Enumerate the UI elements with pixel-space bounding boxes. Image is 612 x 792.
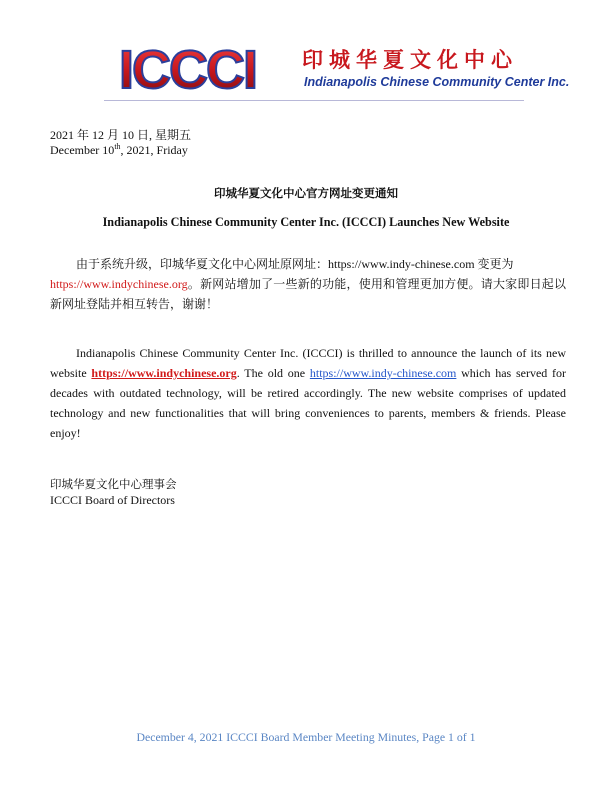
page-footer: December 4, 2021 ICCCI Board Member Meeting Minutes, Page 1 of 1	[136, 730, 476, 744]
paragraph-english-text-1: Indianapolis Chinese Community Center Inc. (ICCCI) is thrilled to announce the launch of its new website	[50, 346, 566, 380]
letter-date	[50, 128, 191, 158]
old-website-link[interactable]: https://www.indy-chinese.com	[309, 366, 457, 380]
date-chinese: 2021 年 12 月 10 日, 星期五	[50, 128, 192, 142]
header-divider	[104, 100, 524, 101]
signature-chinese: 印城华夏文化中心理事会	[50, 477, 177, 491]
new-website-link-zh[interactable]: https://www.indychinese.org	[50, 277, 188, 291]
logo-english-name: Indianapolis Chinese Community Center Inc.	[304, 75, 570, 89]
new-website-link-en[interactable]: https://www.indychinese.org	[91, 366, 237, 380]
date-ordinal-suffix: th	[114, 142, 121, 151]
date-english	[50, 143, 191, 158]
paragraph-chinese-text-2: 。新网站增加了一些新的功能，使用和管理更加方便。请大家即日起以新网址登陆并相互转告，谢谢！	[50, 277, 566, 311]
paragraph-chinese-text-1: 由于系统升级，印城华夏文化中心网址原网址：https://www.indy-chinese.com 变更为	[76, 257, 514, 271]
icccci-logo	[117, 40, 570, 100]
icccci-logo-mark	[117, 44, 295, 94]
title-english: Indianapolis Chinese Community Center Inc. (ICCCI) Launches New Website	[102, 215, 510, 229]
svg-text:ICCCI: ICCCI	[119, 44, 256, 94]
logo-chinese-name: 印城华夏文化中心	[302, 48, 518, 72]
date-english-day: December 10	[50, 143, 115, 157]
paragraph-english	[50, 343, 566, 443]
signature-block	[50, 476, 177, 508]
paragraph-english-text-3: which has served for decades with outdated technology, will be retired accordingly. The new website comprises of updated technology and new functionalities that will bring conveniences to parents, members & friends. Please enjoy!	[50, 366, 567, 440]
signature-english: ICCCI Board of Directors	[50, 493, 175, 507]
title-chinese: 印城华夏文化中心官方网址变更通知	[214, 186, 398, 200]
paragraph-english-text-2: . The old one	[236, 366, 310, 380]
date-english-rest: , 2021, Friday	[120, 143, 188, 157]
paragraph-chinese	[50, 254, 566, 314]
